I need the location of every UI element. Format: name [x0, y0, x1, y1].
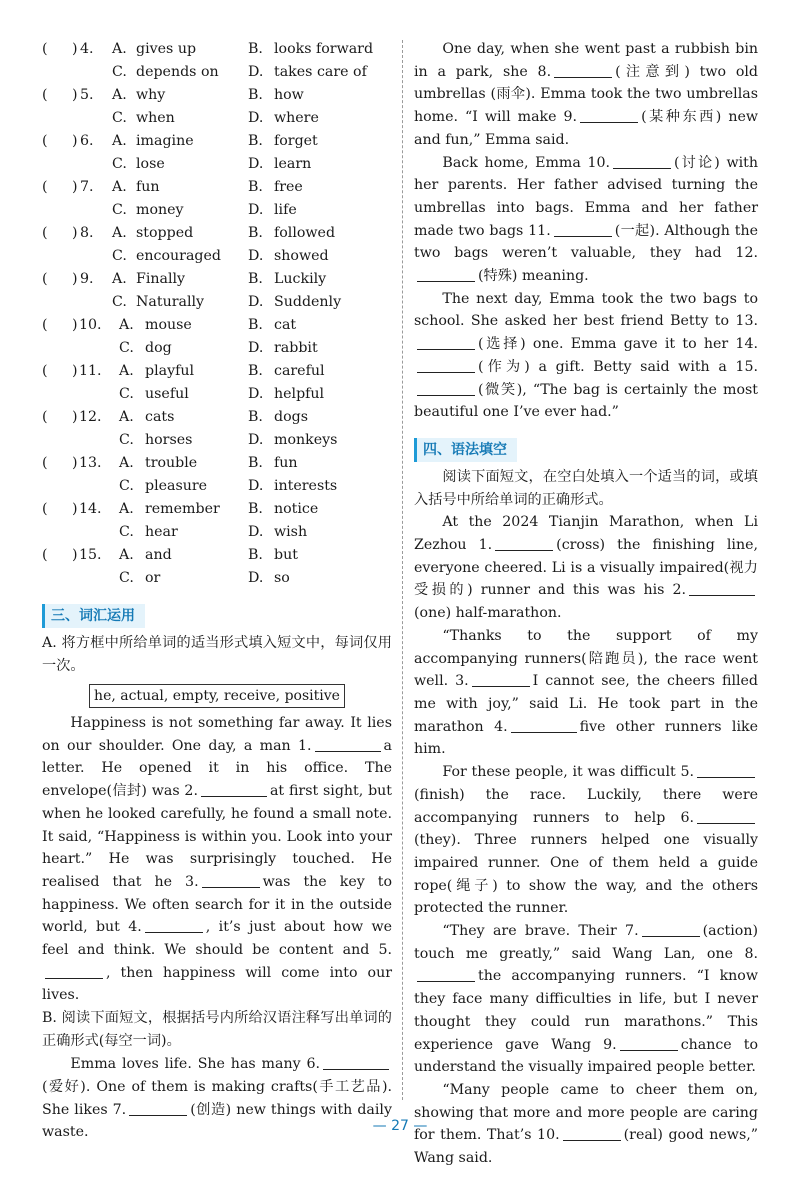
blank-5[interactable]	[45, 964, 103, 979]
question-number: 13.	[79, 455, 102, 471]
answer-paren-close: )	[72, 409, 78, 425]
option-letter-b: B.	[248, 317, 263, 333]
option-letter-d: D.	[248, 432, 264, 448]
blank-4[interactable]	[145, 918, 203, 933]
blank-7[interactable]	[129, 1101, 187, 1116]
option-letter-d: D.	[248, 478, 264, 494]
left-column	[42, 38, 392, 1144]
option-letter-b: B.	[248, 133, 263, 149]
option-a[interactable]: fun	[136, 179, 160, 195]
grammar-paragraph-5: “Many people came to cheer them on, showing that more and more people are caring for them. That’s 10. (real) good news,” Wang said.	[414, 1081, 758, 1167]
option-a[interactable]: stopped	[136, 225, 194, 241]
partB-paragraph-4: The next day, Emma took the two bags to school. She asked her best friend Betty to 13.(选择) one. Emma gave it to her 14.(作为) a gift. Betty said with a 15.(微笑), “The bag is certainly the most beautiful one I’ve ever had.”	[414, 290, 758, 421]
question-row-continued	[42, 475, 392, 498]
option-letter-a: A.	[119, 317, 134, 333]
question-number: 9.	[80, 271, 94, 287]
option-d[interactable]: where	[274, 110, 319, 126]
blank-8[interactable]	[554, 63, 612, 78]
answer-paren-close: )	[72, 271, 78, 287]
answer-paren-open[interactable]: (	[42, 271, 48, 287]
question-number: 12.	[79, 409, 102, 425]
blank-10[interactable]	[613, 154, 671, 169]
answer-paren-open[interactable]: (	[42, 87, 48, 103]
option-a[interactable]: playful	[145, 363, 195, 379]
question-row-continued	[42, 153, 392, 176]
question-row-continued	[42, 521, 392, 544]
question-number: 8.	[80, 225, 94, 241]
question-row-continued	[42, 61, 392, 84]
option-letter-d: D.	[248, 248, 264, 264]
option-letter-b: B.	[248, 271, 263, 287]
section4-instruction: 阅读下面短文，在空白处填入一个适当的词，或填入括号中所给单词的正确形式。	[414, 468, 758, 508]
question-row	[42, 38, 392, 61]
question-row-continued	[42, 429, 392, 452]
right-column	[414, 38, 758, 1170]
section3-partA-instruction: A. 将方框中所给单词的适当形式填入短文中，每词仅用一次。	[42, 635, 392, 674]
column-divider	[402, 40, 403, 1100]
question-number: 7.	[80, 179, 94, 195]
option-letter-b: B.	[248, 501, 263, 517]
option-a[interactable]: and	[145, 547, 172, 563]
question-row-continued	[42, 291, 392, 314]
option-d[interactable]: monkeys	[274, 432, 338, 448]
option-letter-d: D.	[248, 294, 264, 310]
question-row	[42, 222, 392, 245]
option-b[interactable]: cat	[274, 317, 297, 333]
option-letter-a: A.	[112, 41, 127, 57]
question-row-continued	[42, 107, 392, 130]
option-letter-b: B.	[248, 409, 263, 425]
question-row	[42, 498, 392, 521]
option-d[interactable]: wish	[274, 524, 308, 540]
answer-paren-close: )	[72, 317, 78, 333]
partA-passage: Happiness is not something far away. It lies on our shoulder. One day, a man 1. a letter. He opened it in his office. The envelope(信封) was 2. at first sight, but when he looked carefully, he found a small note. It said, “Happiness is within you. Look into your heart.” He was surprisingly touched. He realised that he 3. was the key to happiness. We often search for it in the outside world, but 4. , it’s just about how we feel and think. We should be content and 5., then happiness will come into our lives.	[42, 715, 392, 1004]
option-c[interactable]: or	[145, 570, 161, 586]
option-c[interactable]: depends on	[136, 64, 219, 80]
question-row-continued	[42, 337, 392, 360]
option-d[interactable]: takes care of	[274, 64, 367, 80]
answer-paren-open[interactable]: (	[42, 179, 48, 195]
option-d[interactable]: showed	[274, 248, 329, 264]
question-row	[42, 452, 392, 475]
option-letter-c: C.	[119, 386, 134, 402]
grammar-blank-4[interactable]	[511, 718, 577, 733]
option-c[interactable]: lose	[136, 156, 165, 172]
answer-paren-open[interactable]: (	[42, 41, 48, 57]
option-letter-c: C.	[119, 478, 134, 494]
option-letter-d: D.	[248, 570, 264, 586]
grammar-blank-9[interactable]	[620, 1036, 678, 1051]
option-c[interactable]: when	[136, 110, 175, 126]
option-c[interactable]: encouraged	[136, 248, 221, 264]
option-letter-c: C.	[119, 432, 134, 448]
question-row-continued	[42, 245, 392, 268]
question-row-continued	[42, 567, 392, 590]
option-letter-a: A.	[119, 363, 134, 379]
option-letter-a: A.	[112, 271, 127, 287]
grammar-blank-5[interactable]	[697, 763, 755, 778]
option-letter-b: B.	[248, 363, 263, 379]
option-letter-c: C.	[119, 524, 134, 540]
option-letter-a: A.	[112, 133, 127, 149]
question-row	[42, 268, 392, 291]
answer-paren-open[interactable]: (	[42, 133, 48, 149]
option-letter-b: B.	[248, 547, 263, 563]
option-b[interactable]: followed	[274, 225, 336, 241]
grammar-paragraph-4: “They are brave. Their 7. (action) touch me greatly,” said Wang Lan, one 8.the accompanying runners. “I know they face many difficulties in life, but I never thought they could run marathons.” This experience gave Wang 9. chance to understand the visually impaired people better.	[414, 923, 758, 1076]
question-number: 10.	[79, 317, 102, 333]
answer-paren-open[interactable]: (	[42, 455, 48, 471]
option-b[interactable]: how	[274, 87, 304, 103]
option-letter-a: A.	[119, 547, 134, 563]
option-letter-c: C.	[119, 570, 134, 586]
option-a[interactable]: trouble	[145, 455, 198, 471]
option-letter-d: D.	[248, 156, 264, 172]
answer-paren-open[interactable]: (	[42, 409, 48, 425]
option-c[interactable]: horses	[145, 432, 193, 448]
answer-paren-close: )	[72, 455, 78, 471]
answer-paren-close: )	[72, 41, 78, 57]
option-b[interactable]: Luckily	[274, 271, 327, 287]
question-row-continued	[42, 199, 392, 222]
grammar-blank-8[interactable]	[417, 967, 475, 982]
option-d[interactable]: life	[274, 202, 297, 218]
answer-paren-open[interactable]: (	[42, 363, 48, 379]
section4-header: 四、语法填空	[414, 438, 517, 462]
option-letter-d: D.	[248, 340, 264, 356]
option-b[interactable]: notice	[274, 501, 319, 517]
blank-13[interactable]	[417, 335, 475, 350]
option-letter-c: C.	[112, 64, 127, 80]
option-b[interactable]: careful	[274, 363, 325, 379]
option-letter-c: C.	[112, 156, 127, 172]
option-d[interactable]: interests	[274, 478, 338, 494]
answer-paren-close: )	[72, 363, 78, 379]
option-letter-c: C.	[112, 248, 127, 264]
section3-header: 三、词汇运用	[42, 604, 145, 628]
grammar-paragraph-2: “Thanks to the support of my accompanying runners(陪跑员), the race went well. 3. I cannot see, the cheers filled me with joy,” said Li. He took part in the marathon 4. five other runners like him.	[414, 627, 759, 758]
option-letter-d: D.	[248, 202, 264, 218]
option-letter-b: B.	[248, 87, 263, 103]
option-a[interactable]: why	[136, 87, 166, 103]
question-row	[42, 84, 392, 107]
multiple-choice-list	[42, 38, 392, 590]
option-letter-b: B.	[248, 455, 263, 471]
option-c[interactable]: pleasure	[145, 478, 208, 494]
grammar-blank-7[interactable]	[642, 922, 700, 937]
option-letter-a: A.	[112, 225, 127, 241]
answer-paren-close: )	[72, 133, 78, 149]
page-number: — 27 —	[372, 1118, 428, 1134]
answer-paren-open[interactable]: (	[42, 225, 48, 241]
option-a[interactable]: imagine	[136, 133, 194, 149]
question-row	[42, 406, 392, 429]
answer-paren-open[interactable]: (	[42, 317, 48, 333]
blank-3[interactable]	[202, 873, 260, 888]
question-number: 6.	[80, 133, 94, 149]
option-letter-a: A.	[119, 455, 134, 471]
blank-11[interactable]	[554, 222, 612, 237]
option-letter-d: D.	[248, 524, 264, 540]
option-c[interactable]: useful	[145, 386, 189, 402]
option-b[interactable]: looks forward	[274, 41, 374, 57]
option-d[interactable]: learn	[274, 156, 312, 172]
option-a[interactable]: remember	[145, 501, 220, 517]
option-b[interactable]: but	[274, 547, 298, 563]
question-row	[42, 544, 392, 567]
option-letter-a: A.	[119, 409, 134, 425]
option-d[interactable]: rabbit	[274, 340, 318, 356]
grammar-blank-6[interactable]	[697, 809, 755, 824]
word-box: he, actual, empty, receive, positive	[89, 684, 345, 708]
option-d[interactable]: so	[274, 570, 290, 586]
option-c[interactable]: dog	[145, 340, 172, 356]
question-number: 4.	[80, 41, 94, 57]
option-b[interactable]: fun	[274, 455, 298, 471]
answer-paren-close: )	[72, 225, 78, 241]
option-letter-b: B.	[248, 225, 263, 241]
question-row	[42, 360, 392, 383]
question-number: 5.	[80, 87, 94, 103]
answer-paren-close: )	[72, 179, 78, 195]
answer-paren-close: )	[72, 547, 78, 563]
option-letter-d: D.	[248, 64, 264, 80]
option-letter-b: B.	[248, 41, 263, 57]
blank-15[interactable]	[417, 381, 475, 396]
question-number: 15.	[79, 547, 102, 563]
question-number: 14.	[79, 501, 102, 517]
option-letter-c: C.	[112, 110, 127, 126]
option-letter-a: A.	[112, 87, 127, 103]
question-row	[42, 176, 392, 199]
blank-14[interactable]	[417, 358, 475, 373]
answer-paren-close: )	[72, 501, 78, 517]
answer-paren-close: )	[72, 87, 78, 103]
partB-paragraph-1: Emma loves life. She has many 6.(爱好). One of them is making crafts(手工艺品). She likes 7. (创造) new things with daily waste.	[42, 1056, 392, 1141]
blank-2[interactable]	[201, 782, 267, 797]
grammar-blank-3[interactable]	[472, 672, 530, 687]
grammar-blank-2[interactable]	[689, 581, 755, 596]
section3-partB-instruction: B. 阅读下面短文，根据括号内所给汉语注释写出单词的正确形式(每空一词)。	[42, 1010, 392, 1050]
option-letter-a: A.	[119, 501, 134, 517]
option-d[interactable]: Suddenly	[274, 294, 342, 310]
blank-9[interactable]	[580, 108, 638, 123]
blank-12[interactable]	[417, 267, 475, 282]
option-letter-d: D.	[248, 386, 264, 402]
option-b[interactable]: dogs	[274, 409, 308, 425]
option-letter-b: B.	[248, 179, 263, 195]
question-row	[42, 130, 392, 153]
grammar-paragraph-3: For these people, it was difficult 5.(finish) the race. Luckily, there were accompanying runners to help 6.(they). Three runners helped one visually impaired runner. One of them held a guide rope(绳子) to show the way, and the others protected the runner.	[414, 764, 758, 917]
blank-1[interactable]	[315, 737, 381, 752]
option-letter-a: A.	[112, 179, 127, 195]
option-b[interactable]: free	[274, 179, 303, 195]
option-letter-c: C.	[119, 340, 134, 356]
question-row	[42, 314, 392, 337]
option-c[interactable]: hear	[145, 524, 178, 540]
question-number: 11.	[79, 363, 102, 379]
option-c[interactable]: money	[136, 202, 184, 218]
blank-6[interactable]	[323, 1055, 389, 1070]
option-d[interactable]: helpful	[274, 386, 325, 402]
option-b[interactable]: forget	[274, 133, 318, 149]
option-letter-d: D.	[248, 110, 264, 126]
answer-paren-open[interactable]: (	[42, 501, 48, 517]
option-letter-c: C.	[112, 202, 127, 218]
partB-paragraph-3: Back home, Emma 10. (讨论) with her parents. Her father advised turning the umbrellas into bags. Emma and her father made two bags 11. (一起). Although the two bags weren’t valuable, they had 12.(特殊) meaning.	[414, 154, 759, 285]
question-row-continued	[42, 383, 392, 406]
partB-paragraph-2: One day, when she went past a rubbish bin in a park, she 8. (注意到) two old umbrellas (雨伞). Emma took the two umbrellas home. “I will make 9. (某种东西) new and fun,” Emma said.	[414, 41, 759, 148]
option-a[interactable]: Finally	[136, 271, 186, 287]
grammar-paragraph-1: At the 2024 Tianjin Marathon, when Li Zezhou 1. (cross) the finishing line, everyone cheered. Li is a visually impaired(视力受损的) runner and this was his 2.(one) half-marathon.	[414, 514, 758, 622]
option-a[interactable]: cats	[145, 409, 175, 425]
option-c[interactable]: Naturally	[136, 294, 205, 310]
option-a[interactable]: mouse	[145, 317, 192, 333]
option-a[interactable]: gives up	[136, 41, 197, 57]
answer-paren-open[interactable]: (	[42, 547, 48, 563]
option-letter-c: C.	[112, 294, 127, 310]
grammar-blank-1[interactable]	[495, 536, 553, 551]
